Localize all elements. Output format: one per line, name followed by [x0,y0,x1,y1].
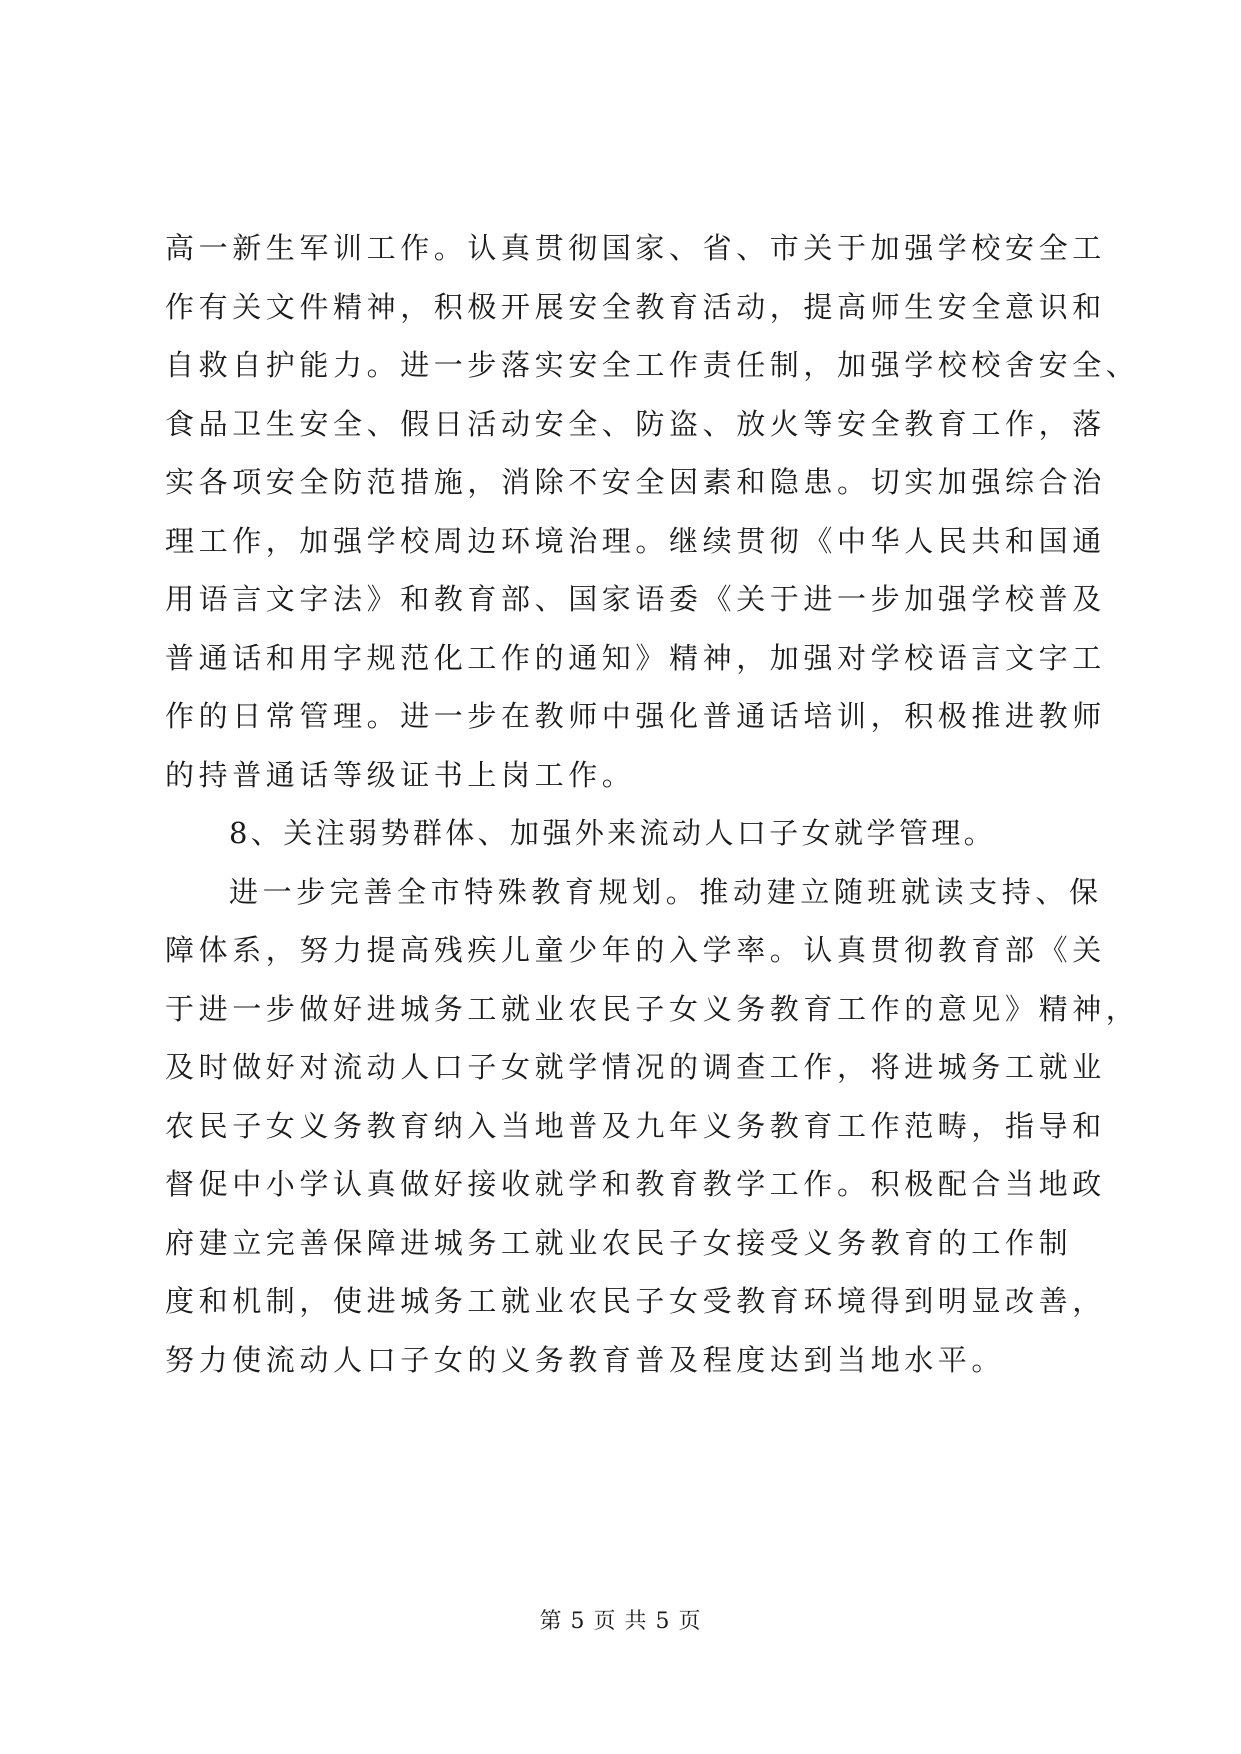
paragraph-line: 农民子女义务教育纳入当地普及九年义务教育工作范畴，指导和 [165,1108,1106,1143]
paragraph-line: 高一新生军训工作。认真贯彻国家、省、市关于加强学校安全工 [165,231,1106,265]
paragraph-line: 实各项安全防范措施，消除不安全因素和隐患。切实加强综合治 [165,465,1106,499]
paragraph-line: 的持普通话等级证书上岗工作。 [165,757,636,792]
paragraph-line: 作有关文件精神，积极开展安全教育活动，提高师生安全意识和 [165,289,1106,324]
paragraph-line: 度和机制，使进城务工就业农民子女受教育环境得到明显改善， [165,1284,1106,1318]
paragraph-line: 督促中小学认真做好接收就学和教育教学工作。积极配合当地政 [165,1167,1106,1201]
paragraph-line: 于进一步做好进城务工就业农民子女义务教育工作的意见》精神， [165,991,1140,1026]
section-heading: 8、关注弱势群体、加强外来流动人口子女就学管理。 [229,816,997,850]
paragraph-line: 府建立完善保障进城务工就业农民子女接受义务教育的工作制 [165,1225,1073,1260]
paragraph-line: 普通话和用字规范化工作的通知》精神，加强对学校语言文字工 [165,640,1106,675]
paragraph-line: 障体系，努力提高残疾儿童少年的入学率。认真贯彻教育部《关 [165,933,1106,967]
paragraph-line: 进一步完善全市特殊教育规划。推动建立随班就读支持、保 [229,874,1103,909]
paragraph-line: 食品卫生安全、假日活动安全、防盗、放火等安全教育工作，落 [165,406,1106,441]
page-number-footer: 第 5 页 共 5 页 [539,1609,702,1634]
paragraph-line: 努力使流动人口子女的义务教育普及程度达到当地水平。 [165,1342,1006,1377]
paragraph-line: 及时做好对流动人口子女就学情况的调查工作，将进城务工就业 [165,1050,1106,1084]
paragraph-line: 自救自护能力。进一步落实安全工作责任制，加强学校校舍安全、 [165,348,1140,382]
paragraph-line: 用语言文字法》和教育部、国家语委《关于进一步加强学校普及 [165,582,1106,616]
paragraph-line: 作的日常管理。进一步在教师中强化普通话培训，积极推进教师 [165,699,1106,733]
paragraph-line: 理工作，加强学校周边环境治理。继续贯彻《中华人民共和国通 [165,523,1106,558]
